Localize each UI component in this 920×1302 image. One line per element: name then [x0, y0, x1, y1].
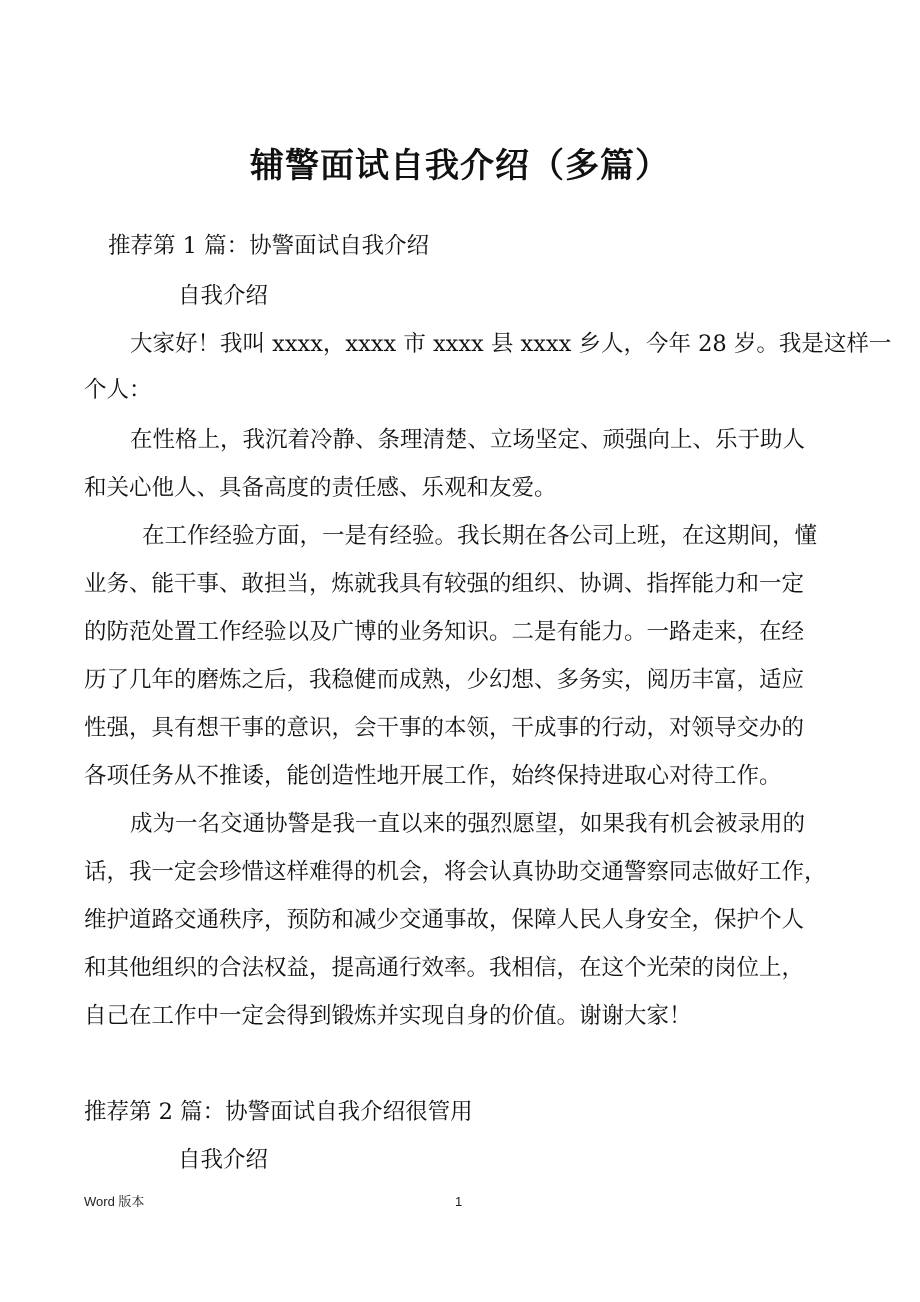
- section2-subheading: 自我介绍: [178, 1147, 269, 1173]
- paragraph-line: 在性格上，我沉着冷静、条理清楚、立场坚定、顽强向上、乐于助人: [130, 427, 806, 453]
- paragraph-line: 和其他组织的合法权益，提高通行效率。我相信，在这个光荣的岗位上，: [84, 955, 805, 981]
- paragraph-line: 话，我一定会珍惜这样难得的机会，将会认真协助交通警察同志做好工作，: [84, 859, 827, 885]
- paragraph-line: 自己在工作中一定会得到锻炼并实现自身的价值。谢谢大家！: [84, 1003, 692, 1029]
- paragraph-line: 成为一名交通协警是我一直以来的强烈愿望，如果我有机会被录用的: [130, 811, 806, 837]
- paragraph-line: 在工作经验方面，一是有经验。我长期在各公司上班，在这期间，懂: [142, 523, 818, 549]
- paragraph-line: 的防范处置工作经验以及广博的业务知识。二是有能力。一路走来，在经: [84, 619, 805, 645]
- paragraph-line: 性强，具有想干事的意识，会干事的本领，干成事的行动，对领导交办的: [84, 715, 805, 741]
- paragraph-line: 业务、能干事、敢担当，炼就我具有较强的组织、协调、指挥能力和一定: [84, 571, 805, 597]
- paragraph-line: 个人：: [84, 377, 152, 403]
- paragraph-line: 大家好！我叫 xxxx，xxxx 市 xxxx 县 xxxx 乡人，今年 28 岁。我是这样一: [130, 331, 892, 357]
- footer-word-version: Word 版本: [84, 1194, 145, 1209]
- paragraph-line: 维护道路交通秩序，预防和减少交通事故，保障人民人身安全，保护个人: [84, 907, 805, 933]
- paragraph-line: 和关心他人、具备高度的责任感、乐观和友爱。: [84, 475, 557, 501]
- paragraph-line: 历了几年的磨炼之后，我稳健而成熟，少幻想、多务实，阅历丰富，适应: [84, 667, 805, 693]
- footer-page-number: 1: [455, 1194, 463, 1209]
- paragraph-line: 各项任务从不推诿，能创造性地开展工作，始终保持进取心对待工作。: [84, 763, 782, 789]
- section2-heading: 推荐第 2 篇：协警面试自我介绍很管用: [84, 1099, 473, 1125]
- section1-heading: 推荐第 1 篇：协警面试自我介绍: [108, 233, 430, 259]
- document-title: 辅警面试自我介绍（多篇）: [250, 146, 670, 186]
- section1-subheading: 自我介绍: [178, 283, 269, 309]
